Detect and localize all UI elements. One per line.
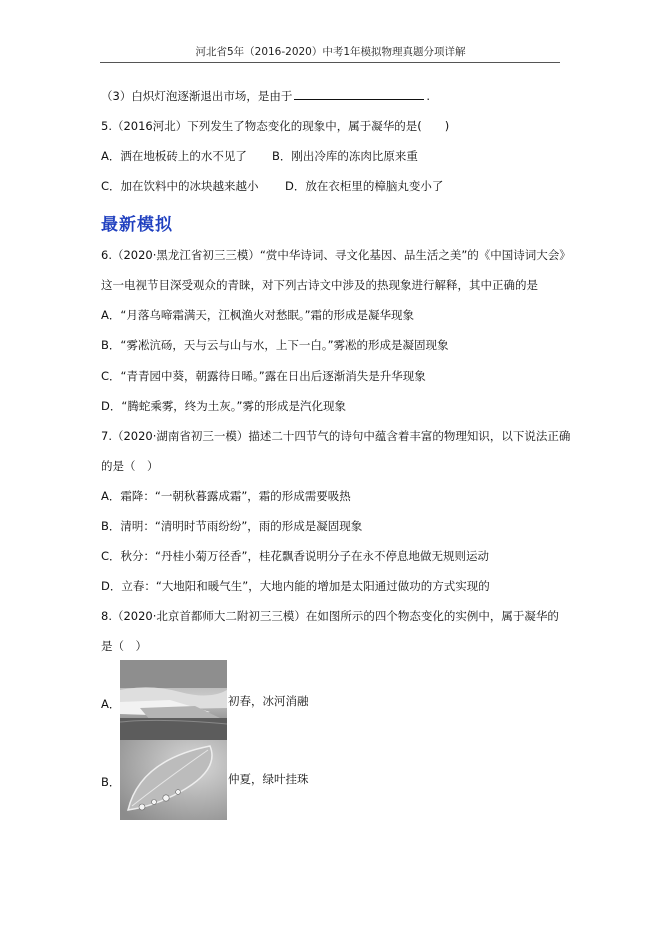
leaf-droplets-image	[120, 740, 227, 820]
question-5-option-b: B．刚出冷库的冻肉比原来重	[272, 149, 418, 163]
question-6-option-d: D．“腾蛇乘雾，终为土灰。”雾的形成是汽化现象	[101, 399, 347, 413]
question-7-option-b: B．清明：“清明时节雨纷纷”，雨的形成是凝固现象	[101, 519, 363, 533]
question-8-option-a-text: 初春，冰河消融	[228, 694, 309, 708]
question-7-option-d: D．立春：“大地阳和暖气生”，大地内能的增加是太阳通过做功的方式实现的	[101, 579, 490, 593]
question-8-stem-line1: 8.（2020·北京首都师大二附初三三模）在如图所示的四个物态变化的实例中，属于凝华的	[101, 609, 559, 623]
question-8-option-b-letter: B．	[101, 775, 121, 789]
answer-blank	[294, 87, 424, 100]
ice-river-image	[120, 660, 227, 740]
header-rule	[100, 62, 560, 63]
question-8-option-a-letter: A．	[101, 697, 121, 711]
question-6-stem-line1: 6.（2020·黑龙江省初三三模）“赏中华诗词、寻文化基因、品生活之美”的《中国诗词大会》	[101, 248, 571, 262]
question-7-option-a: A．霜降：“一朝秋暮露成霜”，霜的形成需要吸热	[101, 489, 351, 503]
question-7-stem-line1: 7.（2020·湖南省初三一模）描述二十四节气的诗句中蕴含着丰富的物理知识，以下说法正确	[101, 429, 571, 443]
question-5-option-d: D．放在衣柜里的樟脑丸变小了	[285, 179, 444, 193]
question-part-3	[101, 87, 430, 104]
question-part-3-suffix: .	[426, 89, 430, 103]
question-6-stem-line2: 这一电视节目深受观众的青睐，对下列古诗文中涉及的热现象进行解释，其中正确的是	[101, 278, 538, 292]
question-5-option-c: C．加在饮料中的冰块越来越小	[101, 179, 259, 193]
page-header: 河北省5年（2016-2020）中考1年模拟物理真题分项详解	[195, 46, 466, 58]
question-5-stem: 5.（2016河北）下列发生了物态变化的现象中，属于凝华的是( )	[101, 119, 450, 133]
question-5-option-a: A．洒在地板砖上的水不见了	[101, 149, 247, 163]
question-8-stem-line2: 是（ ）	[101, 639, 147, 653]
question-part-3-text: （3）白炽灯泡逐渐退出市场，是由于	[101, 89, 293, 103]
question-6-option-a: A．“月落乌啼霜满天，江枫渔火对愁眠。”霜的形成是凝华现象	[101, 308, 415, 322]
question-6-option-b: B．“雾凇沆砀，天与云与山与水，上下一白。”雾凇的形成是凝固现象	[101, 338, 449, 352]
question-7-stem-line2: 的是（ ）	[101, 459, 159, 473]
question-7-option-c: C．秋分：“丹桂小菊万径香”，桂花飘香说明分子在永不停息地做无规则运动	[101, 549, 489, 563]
section-title: 最新模拟	[101, 215, 173, 235]
question-8-option-b-text: 仲夏，绿叶挂珠	[228, 772, 309, 786]
question-6-option-c: C．“青青园中葵，朝露待日晞。”露在日出后逐渐消失是升华现象	[101, 369, 426, 383]
